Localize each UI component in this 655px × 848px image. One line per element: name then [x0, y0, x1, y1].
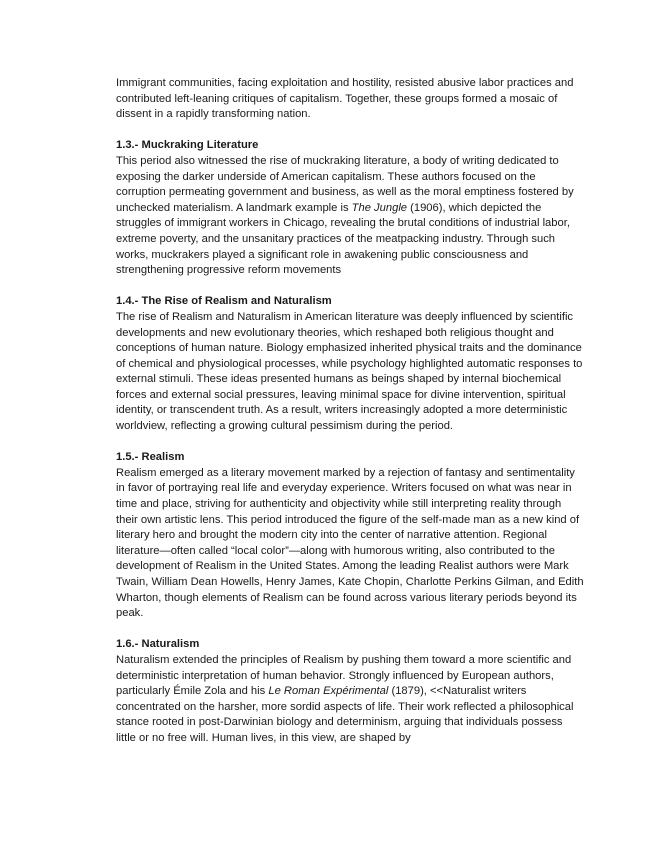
section-heading: 1.4.- The Rise of Realism and Naturalism — [116, 295, 332, 308]
section-paragraph: Naturalism extended the principles of Realism by pushing them toward a more scientific and deterministic interpretation of human behavior. Strongly influenced by European authors, particularly Émile Zola and his Le Roman Expérimental (1879), <<Naturalist writers concentrated on the harsher, more sordid aspects of life. Their work reflected a philosophical stance rooted in post-Darwinian biology and determinism, arguing that individuals possess little or no free will. Human lives, in this view, are shaped by — [116, 653, 574, 744]
intro-paragraph: Immigrant communities, facing exploitation and hostility, resisted abusive labor practices and contributed left-leaning critiques of capitalism. Together, these groups formed a mosaic of dissent in a rapidly transforming nation. — [116, 77, 574, 121]
section-realism — [116, 450, 584, 622]
section-heading: 1.3.- Muckraking Literature — [116, 139, 259, 152]
book-title: Le Roman Expérimental — [268, 685, 389, 698]
section-muckraking-literature — [116, 138, 584, 278]
section-heading: 1.5.- Realism — [116, 451, 185, 464]
document-page — [116, 76, 584, 747]
section-paragraph: Realism emerged as a literary movement marked by a rejection of fantasy and sentimentality in favor of portraying real life and everyday experience. Writers focused on what was near in time and place, striving for authenticity and objectivity while still interpreting reality through their own artistic lens. This period introduced the figure of the self-made man as a new kind of literary hero and brought the modern city into the center of narrative attention. Regional literature—often called “local color”—along with humorous writing, also contributed to the development of Realism in the United States. Among the leading Realist authors were Mark Twain, William Dean Howells, Henry James, Kate Chopin, Charlotte Perkins Gilman, and Edith Wharton, though elements of Realism can be found across various literary periods beyond its peak. — [116, 466, 584, 620]
section-paragraph: This period also witnessed the rise of muckraking literature, a body of writing dedicated to exposing the darker underside of American capitalism. These authors focused on the corruption permeating government and business, as well as the moral emptiness fostered by unchecked materialism. A landmark example is The Jungle (1906), which depicted the struggles of immigrant workers in Chicago, revealing the brutal conditions of industrial labor, extreme poverty, and the unsanitary practices of the meatpacking industry. Through such works, muckrakers played a significant role in awakening public consciousness and strengthening progressive reform movements — [116, 154, 574, 277]
section-paragraph: The rise of Realism and Naturalism in American literature was deeply influenced by scientific developments and new evolutionary theories, which reshaped both religious thought and conceptions of human nature. Biology emphasized inherited physical traits and the dominance of chemical and physiological processes, while psychology highlighted automatic responses to external stimuli. These ideas presented humans as beings shaped by internal biochemical forces and external social pressures, leaving minimal space for divine intervention, spiritual identity, or transcendent truth. As a result, writers increasingly adopted a more deterministic worldview, reflecting a growing cultural pessimism during the period. — [116, 310, 583, 433]
section-heading: 1.6.- Naturalism — [116, 638, 200, 651]
book-title: The Jungle — [351, 201, 408, 214]
section-naturalism — [116, 637, 584, 746]
section-rise-of-realism-and-naturalism — [116, 294, 584, 434]
